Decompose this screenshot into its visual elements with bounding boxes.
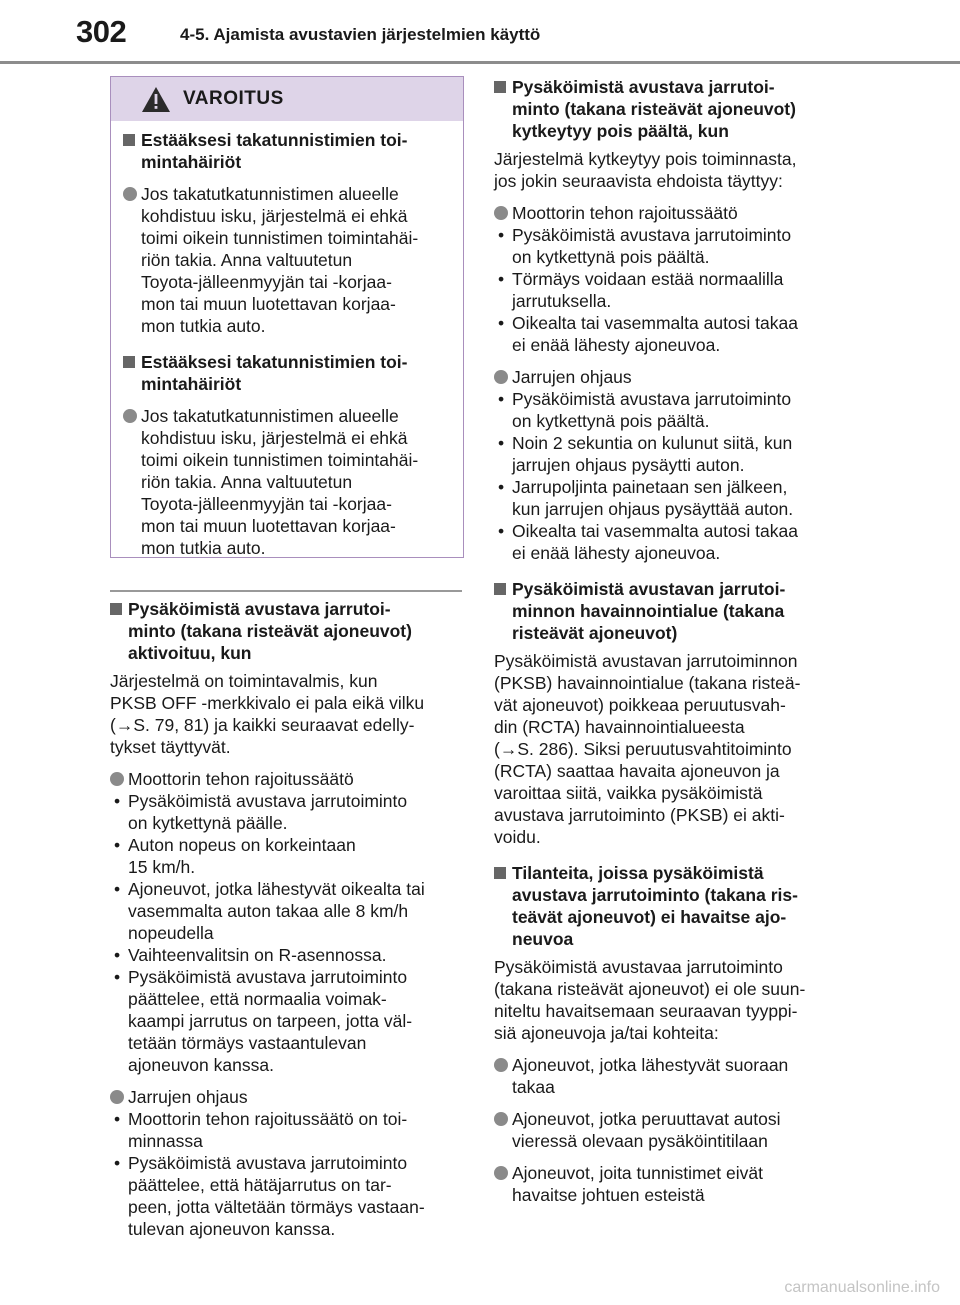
list-item: • Moottorin tehon rajoitussäätö on toi- minnassa (110, 1108, 466, 1152)
left-column (110, 598, 466, 1240)
activation-group-1-title: Moottorin tehon rajoitussäätö (110, 768, 466, 790)
non-detection-case-3: Ajoneuvot, joita tunnistimet eivät havaitse johtuen esteistä (494, 1162, 844, 1206)
list-item: • Auton nopeus on korkeintaan 15 km/h. (110, 834, 466, 878)
list-item: • Vaihteenvalitsin on R-asennossa. (110, 944, 466, 966)
page-number: 302 (76, 14, 127, 49)
right-column (494, 76, 844, 1206)
list-item: • Törmäys voidaan estää normaalilla jarrutuksella. (494, 268, 844, 312)
deactivation-group-2-title: Jarrujen ohjaus (494, 366, 844, 388)
section-title: 4-5. Ajamista avustavien järjestelmien käyttö (180, 25, 541, 44)
non-detection-case-1: Ajoneuvot, jotka lähestyvät suoraan takaa (494, 1054, 844, 1098)
activation-intro: Järjestelmä on toimintavalmis, kun PKSB OFF -merkkivalo ei pala eikä vilku (→S. 79, 81) ja kaikki seuraavat edelly- tykset täyttyvät. (110, 671, 425, 757)
list-item: • Pysäköimistä avustava jarrutoiminto on kytkettynä pois päältä. (494, 224, 844, 268)
list-item: • Pysäköimistä avustava jarrutoiminto päättelee, että normaalia voimak- kaampi jarrutus on tarpeen, jotta väl- tetään törmäys vastaantulevan ajoneuvon kanssa. (110, 966, 466, 1076)
activation-group-2-title: Jarrujen ohjaus (110, 1086, 466, 1108)
deactivation-group-1-title: Moottorin tehon rajoitussäätö (494, 202, 844, 224)
list-item: • Ajoneuvot, jotka lähestyvät oikealta tai vasemmalta auton takaa alle 8 km/h nopeudella (110, 878, 466, 944)
section-divider (110, 590, 462, 592)
list-item: • Pysäköimistä avustava jarrutoiminto päättelee, että hätäjarrutus on tar- peen, jotta vältetään törmäys vastaan- tulevan ajoneuvon kanssa. (110, 1152, 466, 1240)
warning-heading-1: Estääksesi takatunnistimien toi- mintahäiriöt (123, 129, 453, 173)
list-item: • Pysäköimistä avustava jarrutoiminto on kytkettynä päälle. (110, 790, 466, 834)
header-divider (0, 61, 960, 64)
non-detection-heading: Tilanteita, joissa pysäköimistä avustava jarrutoiminto (takana ris- teävät ajoneuvot) ei havaitse ajo- neuvoa (494, 862, 844, 950)
warning-header (111, 77, 463, 121)
list-item: • Noin 2 sekuntia on kulunut siitä, kun jarrujen ohjaus pysäytti auton. (494, 432, 844, 476)
page-header (0, 0, 960, 60)
list-item: • Oikealta tai vasemmalta autosi takaa ei enää lähesty ajoneuvoa. (494, 312, 844, 356)
non-detection-text: Pysäköimistä avustavaa jarrutoiminto (takana risteävät ajoneuvot) ei ole suun- niteltu havaitsemaan seuraavan tyyppi- siä ajoneuvoja ja/tai kohteita: (494, 957, 806, 1043)
list-item: • Jarrupoljinta painetaan sen jälkeen, kun jarrujen ohjaus pysäyttää auton. (494, 476, 844, 520)
detection-area-text: Pysäköimistä avustavan jarrutoiminnon (PKSB) havainnointialue (takana risteä- vät ajoneuvot) poikkeaa peruutusvah- din (RCTA) havainnointialueesta (→S. 286). Siksi peruutusvahtitoiminto (RCTA) saattaa havaita ajoneuvon ja varoittaa siitä, vaikka pysäköimistä avustava jarrutoiminto (PKSB) ei akti- voidu. (494, 651, 801, 847)
watermark-text: carmanualsonline.info (784, 1279, 940, 1296)
warning-item-1: Jos takatutkatunnistimen alueelle kohdistuu isku, järjestelmä ei ehkä toimi oikein tunnistimen toimintahäi- riön takia. Anna valtuutetun Toyota-jälleenmyyjän tai -korjaa- mon tai muun luotettavan korjaa- mon tutkia auto. (123, 183, 453, 337)
activation-heading: Pysäköimistä avustava jarrutoi- minto (takana risteävät ajoneuvot) aktivoituu, kun (110, 598, 466, 664)
warning-triangle-icon (141, 86, 171, 113)
deactivation-intro: Järjestelmä kytkeytyy pois toiminnasta, jos jokin seuraavista ehdoista täyttyy: (494, 149, 797, 191)
detection-area-heading: Pysäköimistä avustavan jarrutoi- minnon havainnointialue (takana risteävät ajoneuvot) (494, 578, 844, 644)
deactivation-heading: Pysäköimistä avustava jarrutoi- minto (takana risteävät ajoneuvot) kytkeytyy pois päältä, kun (494, 76, 844, 142)
list-item: • Pysäköimistä avustava jarrutoiminto on kytkettynä pois päältä. (494, 388, 844, 432)
warning-box (110, 76, 464, 558)
warning-label: VAROITUS (183, 88, 284, 109)
warning-item-2: Jos takatutkatunnistimen alueelle kohdistuu isku, järjestelmä ei ehkä toimi oikein tunnistimen toimintahäi- riön takia. Anna valtuutetun Toyota-jälleenmyyjän tai -korjaa- mon tai muun luotettavan korjaa- mon tutkia auto. (123, 405, 453, 559)
warning-heading-2: Estääksesi takatunnistimien toi- mintahäiriöt (123, 351, 453, 395)
list-item: • Oikealta tai vasemmalta autosi takaa ei enää lähesty ajoneuvoa. (494, 520, 844, 564)
non-detection-case-2: Ajoneuvot, jotka peruuttavat autosi vieressä olevaan pysäköintitilaan (494, 1108, 844, 1152)
